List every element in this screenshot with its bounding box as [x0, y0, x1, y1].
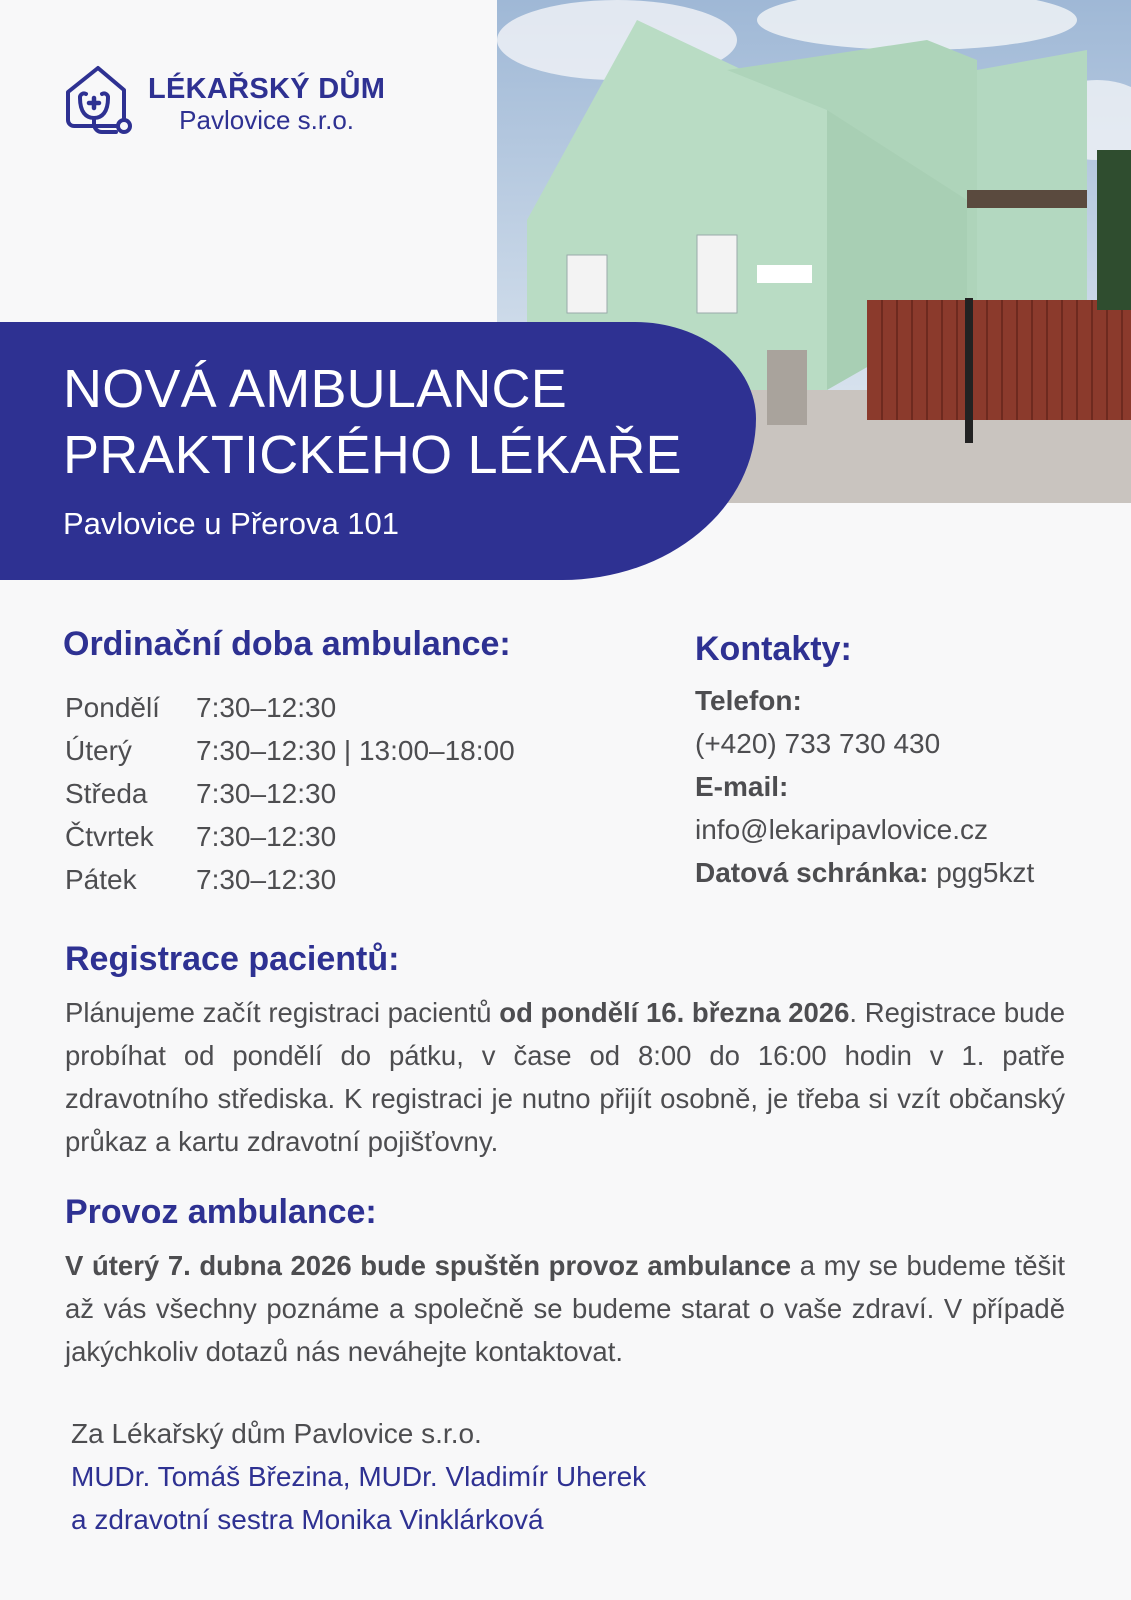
- databox-id: pgg5kzt: [936, 857, 1035, 888]
- email-address[interactable]: info@lekaripavlovice.cz: [695, 814, 988, 845]
- day-label: Středa: [65, 777, 148, 809]
- hours-row: [63, 729, 515, 772]
- logo: [58, 62, 385, 146]
- databox-label: Datová schránka:: [695, 857, 929, 888]
- day-label: Pátek: [65, 863, 137, 895]
- hours-row: [63, 772, 515, 815]
- registration-heading: Registrace pacientů:: [65, 940, 400, 978]
- logo-subtitle: Pavlovice s.r.o.: [179, 104, 355, 135]
- signature-nurse: a zdravotní sestra Monika Vinklárková: [71, 1504, 544, 1535]
- time-value: 7:30–12:30: [196, 863, 337, 895]
- hours-table: [63, 686, 515, 901]
- banner-title-line2: PRAKTICKÉHO LÉKAŘE: [63, 425, 682, 485]
- day-label: Čtvrtek: [65, 820, 154, 852]
- opening-hours: [63, 625, 515, 901]
- house-stethoscope-icon: [58, 62, 142, 146]
- day-label: Úterý: [65, 734, 132, 766]
- text-span: a my se budeme těšit až vás všechny poznáme a společně se budeme starat o vaše zdraví. V případě jakýchkoliv dotazů nás neváhejte kontaktovat.: [65, 1250, 1065, 1367]
- contacts: [695, 630, 1034, 894]
- logo-title: LÉKAŘSKÝ DŮM: [148, 72, 386, 105]
- operation-heading: Provoz ambulance:: [65, 1193, 377, 1231]
- banner-title-line1: NOVÁ AMBULANCE: [63, 359, 567, 419]
- contacts-heading: Kontakty:: [695, 630, 852, 668]
- text-span: Plánujeme začít registraci pacientů: [65, 997, 500, 1028]
- phone-number[interactable]: (+420) 733 730 430: [695, 728, 941, 759]
- phone-label: Telefon:: [695, 685, 802, 716]
- time-value: 7:30–12:30: [196, 820, 337, 852]
- hours-row: [63, 858, 515, 901]
- time-value: 7:30–12:30: [196, 691, 337, 723]
- hours-row: [63, 815, 515, 858]
- hours-heading: Ordinační doba ambulance:: [63, 625, 511, 663]
- time-value: 7:30–12:30: [196, 777, 337, 809]
- banner-address: Pavlovice u Přerova 101: [63, 506, 400, 541]
- signature: [71, 1412, 646, 1541]
- time-value: 7:30–12:30 | 13:00–18:00: [196, 734, 515, 766]
- day-label: Pondělí: [65, 691, 160, 723]
- email-label: E-mail:: [695, 771, 789, 802]
- signature-doctors: MUDr. Tomáš Březina, MUDr. Vladimír Uherek: [71, 1461, 647, 1492]
- operation-date: V úterý 7. dubna 2026 bude spuštěn provoz ambulance: [65, 1250, 792, 1281]
- operation-section: [65, 1193, 1065, 1373]
- hours-row: [63, 686, 515, 729]
- registration-date: od pondělí 16. března 2026: [499, 997, 850, 1028]
- hero-banner: [0, 322, 756, 580]
- registration-text: [65, 991, 1065, 1163]
- signature-company: Za Lékařský dům Pavlovice s.r.o.: [71, 1418, 482, 1449]
- registration-section: [65, 940, 1065, 1163]
- operation-text: [65, 1244, 1065, 1373]
- text-span: . Registrace bude probíhat od pondělí do pátku, v čase od 8:00 do 16:00 hodin v 1. patře zdravotního střediska. K registraci je nutno přijít osobně, je třeba si vzít občanský průkaz a kartu zdravotní pojišťovny.: [65, 997, 1066, 1157]
